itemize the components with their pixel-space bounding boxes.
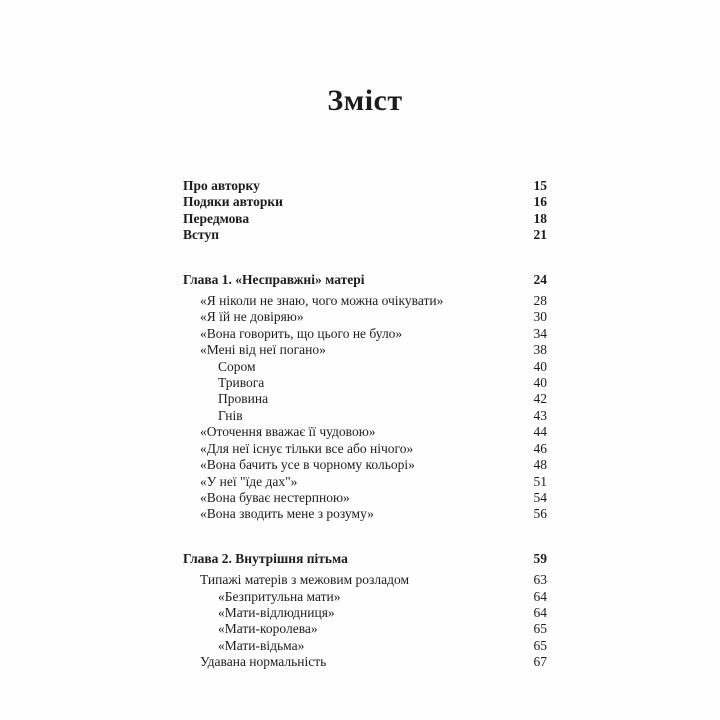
page-title: Зміст [327,84,403,117]
toc-entry-page-number: 65 [533,637,547,653]
toc-entry-label: Глава 2. Внутрішня пітьма [183,550,348,566]
toc-entry-page-number: 51 [533,473,547,489]
toc-entry-label: Провина [218,391,269,407]
toc-entry [183,408,547,424]
toc-entry [183,605,547,621]
toc-entry [183,194,547,210]
toc-entry-page-number: 43 [533,407,547,423]
toc-entry [183,293,547,309]
toc-entry [183,375,547,391]
toc-entry [183,490,547,506]
toc-entry-label: Тривога [218,375,265,391]
toc-entry-label: «Оточення вважає її чудовою» [200,424,376,440]
toc-entry-page-number: 40 [533,358,547,374]
toc-entry-label: «Мені від неї погано» [200,342,326,358]
toc-entry-label: Передмова [183,210,250,226]
toc-entry [183,654,547,670]
toc-entry [183,309,547,325]
toc-entry [183,457,547,473]
toc-entry-label: «Вона говорить, що цього не було» [200,325,403,341]
toc-entry-page-number: 38 [533,342,547,358]
toc-entry-label: Вступ [183,227,219,243]
toc-entry-page-number: 18 [533,210,547,226]
toc-entry-label: «Безпритульна мати» [218,588,341,604]
toc-entry [183,638,547,654]
toc-entry-page-number: 59 [533,550,547,566]
toc-entry-page-number: 63 [533,572,547,588]
toc-chapter-entry [183,551,547,567]
toc-group [183,178,547,244]
toc-entry-label: «Вона зводить мене з розуму» [200,506,374,522]
toc-entry [183,621,547,637]
table-of-contents [183,178,547,671]
toc-entry-page-number: 67 [533,654,547,670]
toc-entry [183,474,547,490]
toc-entry-page-number: 34 [533,325,547,341]
toc-entry-label: «Вона буває нестерпною» [200,489,350,505]
toc-entry-page-number: 44 [533,424,547,440]
toc-entry [183,506,547,522]
toc-entry-label: Про авторку [183,178,260,193]
toc-entry-page-number: 64 [533,588,547,604]
toc-group [183,551,547,671]
toc-group [183,272,547,523]
toc-entry [183,211,547,227]
toc-entry-page-number: 28 [533,293,547,309]
toc-entry-page-number: 15 [533,178,547,193]
toc-entry-label: «Мати-відьма» [218,637,305,653]
toc-entry [183,424,547,440]
toc-entry [183,178,547,194]
toc-entry-page-number: 56 [533,506,547,522]
toc-entry [183,359,547,375]
toc-entry-label: «У неї "їде дах"» [200,473,298,489]
toc-entry-page-number: 48 [533,457,547,473]
toc-entry-label: «Я ніколи не знаю, чого можна очікувати» [200,293,444,309]
toc-entry-page-number: 65 [533,621,547,637]
toc-entry-label: Глава 1. «Несправжні» матері [183,271,365,287]
toc-entry-label: Типажі матерів з межовим розладом [200,572,410,588]
toc-entry-page-number: 54 [533,489,547,505]
toc-entry-label: Сором [218,358,256,374]
toc-entry [183,589,547,605]
toc-entry [183,342,547,358]
toc-entry [183,227,547,243]
toc-entry-page-number: 30 [533,309,547,325]
toc-entry-page-number: 16 [533,194,547,210]
toc-entry-page-number: 21 [533,227,547,243]
toc-entry-label: «Я їй не довіряю» [200,309,304,325]
toc-entry-page-number: 46 [533,440,547,456]
toc-entry-label: «Мати-відлюдниця» [218,604,335,620]
toc-chapter-entry [183,272,547,288]
toc-entry [183,572,547,588]
toc-entry-page-number: 42 [533,391,547,407]
toc-entry-label: Гнів [218,407,243,423]
toc-entry-page-number: 40 [533,375,547,391]
toc-entry-label: Подяки авторки [183,194,283,210]
toc-entry-label: Удавана нормальність [200,654,327,670]
toc-entry-label: «Вона бачить усе в чорному кольорі» [200,457,415,473]
toc-entry-page-number: 24 [533,271,547,287]
toc-entry [183,391,547,407]
toc-entry [183,441,547,457]
toc-entry-label: «Для неї існує тільки все або нічого» [200,440,414,456]
toc-entry [183,326,547,342]
toc-entry-page-number: 64 [533,604,547,620]
toc-entry-label: «Мати-королева» [218,621,318,637]
